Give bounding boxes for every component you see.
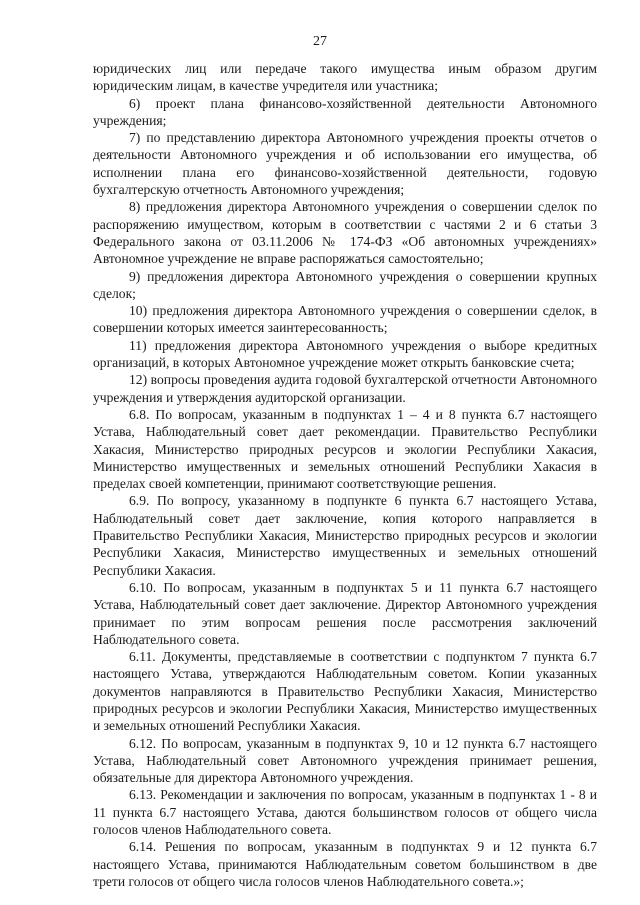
- page-number: 27: [313, 34, 327, 49]
- paragraph-clause-6-12: 6.12. По вопросам, указанным в подпунктах 9, 10 и 12 пункта 6.7 настоящего Устава, Наблюдательный совет Автономного учреждения принимает решения, обязательные для директора Автономного учреждения.: [93, 735, 597, 786]
- paragraph-clause-6-11: 6.11. Документы, представляемые в соответствии с подпунктом 7 пункта 6.7 настоящего Устава, утверждаются Наблюдательным советом. Копии указанных документов направляются в Правительство Республики Хакасия, Министерство природных ресурсов и экологии Республики Хакасия, Министерство имущественных и земельных отношений Республики Хакасия.: [93, 649, 597, 734]
- paragraph-continuation: юридических лиц или передаче такого имущества иным образом другим юридическим лицам, в качестве учредителя или участника;: [93, 61, 597, 94]
- paragraph-clause-6-10: 6.10. По вопросам, указанным в подпунктах 5 и 11 пункта 6.7 настоящего Устава, Наблюдательный совет дает заключение. Директор Автономного учреждения принимает по этим вопросам решения после рассмотрения заключений Наблюдательного совета.: [93, 579, 597, 647]
- paragraph-clause-6-14: 6.14. Решения по вопросам, указанным в подпунктах 9 и 12 пункта 6.7 настоящего Устава, принимаются Наблюдательным советом большинством в две трети голосов от общего числа голосов членов Наблюдательного совета.»;: [93, 839, 597, 889]
- paragraph-item-8: 8) предложения директора Автономного учреждения о совершении сделок по распоряжению имуществом, которым в соответствии с частями 2 и 6 статьи 3 Федерального закона от 03.11.2006 № 174-ФЗ «Об автономных учреждениях» Автономное учреждение не вправе распоряжаться самостоятельно;: [93, 199, 597, 267]
- paragraph-clause-6-9: 6.9. По вопросу, указанному в подпункте 6 пункта 6.7 настоящего Устава, Наблюдательный совет дает заключение, копия которого направляется в Правительство Республики Хакасия, Министерство природных ресурсов и экологии Республики Хакасия, Министерство имущественных и земельных отношений Республики Хакасия.: [93, 493, 597, 578]
- paragraph-clause-6-13: 6.13. Рекомендации и заключения по вопросам, указанным в подпунктах 1 - 8 и 11 пункта 6.7 настоящего Устава, даются большинством голосов от общего числа голосов членов Наблюдательного совета.: [93, 787, 597, 838]
- paragraph-item-9: 9) предложения директора Автономного учреждения о совершении крупных сделок;: [93, 268, 597, 301]
- paragraph-item-10: 10) предложения директора Автономного учреждения о совершении сделок, в совершении которых имеется заинтересованность;: [93, 303, 597, 336]
- paragraph-item-12: 12) вопросы проведения аудита годовой бухгалтерской отчетности Автономного учреждения и утверждения аудиторской организации.: [93, 372, 597, 405]
- paragraph-item-11: 11) предложения директора Автономного учреждения о выборе кредитных организаций, в которых Автономное учреждение может открыть банковские счета;: [93, 337, 597, 371]
- document-body: [93, 60, 597, 890]
- paragraph-item-7: 7) по представлению директора Автономного учреждения проекты отчетов о деятельности Автономного учреждения и об использовании его имущества, об исполнении плана его финансово-хозяйственной деятельности, годовую бухгалтерскую отчетность Автономного учреждения;: [93, 130, 597, 198]
- paragraph-item-6: 6) проект плана финансово-хозяйственной деятельности Автономного учреждения;: [93, 95, 597, 128]
- paragraph-clause-6-8: 6.8. По вопросам, указанным в подпунктах 1 – 4 и 8 пункта 6.7 настоящего Устава, Наблюдательный совет дает рекомендации. Правительство Республики Хакасия, Министерство природных ресурсов и экологии Республики Хакасия, Министерство имущественных и земельных отношений Республики Хакасия в пределах своей компетенции, принимают соответствующие решения.: [93, 406, 597, 492]
